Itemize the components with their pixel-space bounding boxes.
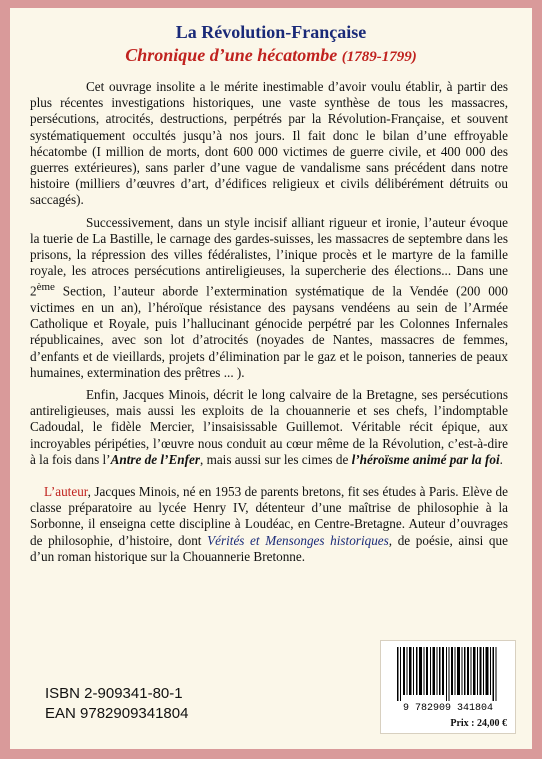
- bio-text-b: , de poésie, ainsi que d’un roman historique sur la Chouannerie Bretonne.: [30, 532, 508, 564]
- barcode-digits: 9 782909 341804: [402, 703, 494, 713]
- p2-text-a: Successivement, dans un style incisif alliant rigueur et ironie, l’auteur évoque la tuerie de La Bastille, le carnage des gardes-suisses, les massacres de septembre dans les prisons, la répression des villes fédéralistes, l’inique procès et le martyre de la famille royale, les atroces persécutions antireligieuses, la supercherie des élections... Dans une 2: [30, 214, 508, 299]
- paragraph-1: Cet ouvrage insolite a le mérite inestimable d’avoir voulu établir, à partir des plus récentes investigations historiques, une vaste synthèse de tous les massacres, persécutions, atrocités, destructions, perpétrés par la Révolution-Française, et souvent systématiquement occultés jusqu’à nos jours. Il fait donc le bilan d’une effroyable hécatombe (I million de morts, dont 600 000 victimes de guerre civile, et 400 000 des guerres extérieures), sans parler d’une vague de vandalisme sans précédent dans notre histoire (milliers d’œuvres d’art, d’édifices religieux et civils délibérément détruits ou saccagés).: [30, 79, 508, 208]
- p3-emphasis-2: l’héroïsme animé par la foi: [351, 451, 500, 467]
- subtitle-years: (1789-1799): [341, 49, 417, 65]
- p3-emphasis-1: Antre de l’Enfer: [110, 451, 200, 467]
- p2-text-b: Section, l’auteur aborde l’extermination systématique de la Vendée (200 000 victimes en un an), l’héroïque résistance des paysans vendéens au sein de l’Armée Catholique et Royale, puis l’hallucinant génocide perpétré par les Colonnes Infernales républicaines, avec son lot d’atrocités (noyades de Nantes, massacres de femmes, d’enfants et de vieillards, projets d’élimination par le gaz et le poison, tanneries de peaux humaines, extermination des prêtres ... ).: [30, 283, 508, 380]
- author-bio: [30, 484, 508, 565]
- isbn-block: [45, 684, 188, 724]
- blurb: [30, 79, 508, 571]
- p2-superscript: ème: [36, 281, 55, 294]
- paragraph-3: [30, 387, 508, 468]
- p3-text-a: Enfin, Jacques Minois, décrit le long calvaire de la Bretagne, ses persécutions antireligieuses, mais aussi les exploits de la chouannerie et ses chefs, l’indomptable Cadoudal, le fidèle Mercier, l’insaisissable Guillemot. Véritable récit épique, aux incroyables péripéties, l’œuvre nous conduit au cœur même de la Révolution, c’est-à-dire à la fois dans l’: [30, 387, 508, 467]
- book-subtitle: [10, 45, 532, 66]
- barcode-area: [380, 640, 516, 734]
- isbn-number: ISBN 2-909341-80-1: [45, 685, 183, 702]
- p3-text-c: .: [499, 451, 503, 467]
- book-title: La Révolution-Française: [175, 22, 367, 42]
- bio-text-a: , Jacques Minois, né en 1953 de parents bretons, fit ses études à Paris. Elève de classe préparatoire au lycée Henry IV, détenteur d’une maîtrise de philosophie à la Sorbonne, il enseigna cette discipline à Loudéac, en Centre-Bretagne. Auteur d’ouvrages de philosophie, d’histoire, dont: [30, 484, 508, 548]
- bio-book-title: Vérités et Mensonges historiques: [207, 532, 389, 548]
- book-back-cover: [10, 8, 532, 749]
- barcode-icon: [391, 647, 505, 713]
- paragraph-2: [30, 215, 508, 381]
- p3-text-b: , mais aussi sur les cimes de: [199, 451, 352, 467]
- price: Prix : 24,00 €: [450, 718, 507, 729]
- ean-number: EAN 9782909341804: [45, 705, 189, 722]
- author-label: L’auteur: [44, 484, 88, 500]
- subtitle-text: Chronique d’une hécatombe: [125, 45, 338, 65]
